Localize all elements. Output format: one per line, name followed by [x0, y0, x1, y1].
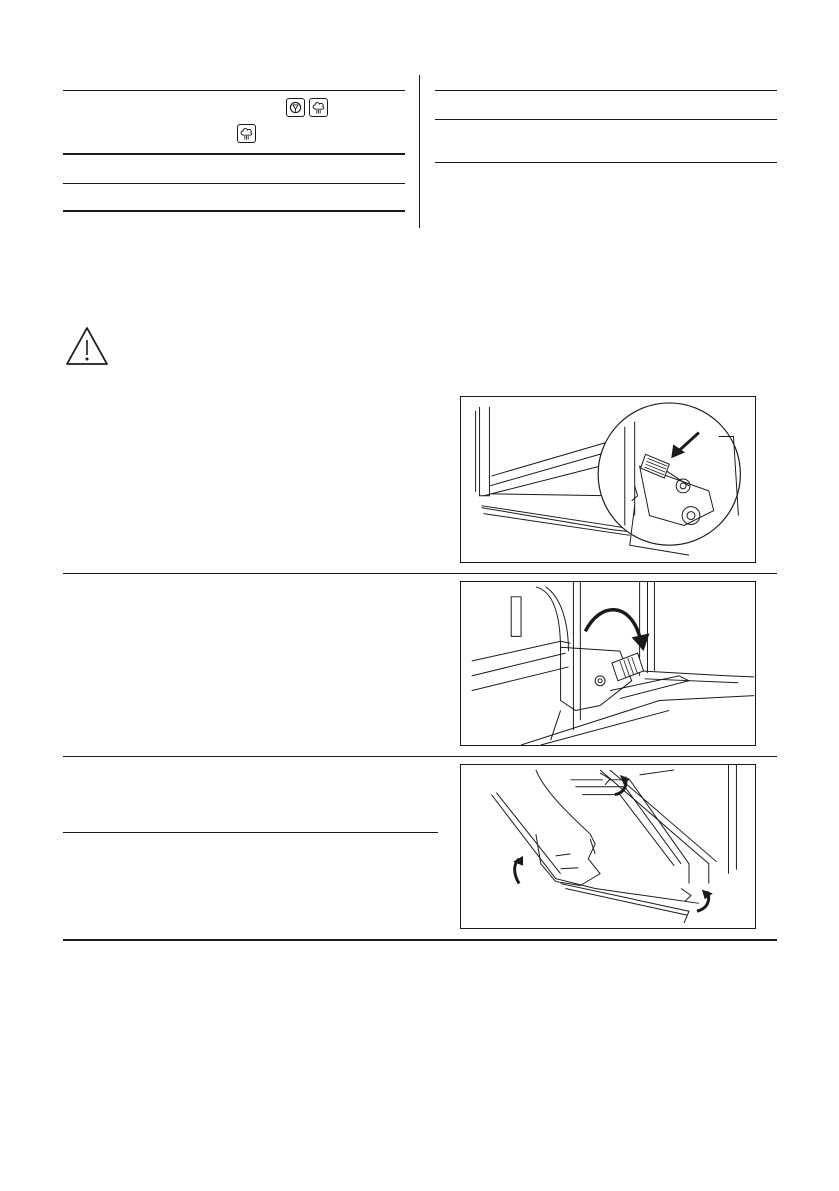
- grill-fan-icon: [286, 98, 305, 117]
- step-rule: [63, 756, 777, 757]
- table-rule: [63, 183, 405, 184]
- steam-icon: [309, 98, 328, 117]
- warning-triangle-icon: [64, 325, 110, 367]
- lever-rotate-figure: [460, 581, 756, 746]
- table-rule: [435, 90, 777, 91]
- column-divider: [419, 75, 420, 228]
- table-rule: [435, 119, 777, 120]
- table-rule: [63, 210, 405, 212]
- table-rule: [435, 162, 777, 163]
- section-end-rule: [63, 939, 777, 941]
- sub-step-rule: [63, 832, 438, 833]
- steam-icon: [237, 124, 256, 143]
- step-rule: [63, 573, 777, 574]
- hinge-lock-figure: [460, 396, 756, 563]
- table-rule: [63, 90, 405, 91]
- table-rule: [63, 153, 405, 155]
- door-lift-figure: [460, 764, 756, 929]
